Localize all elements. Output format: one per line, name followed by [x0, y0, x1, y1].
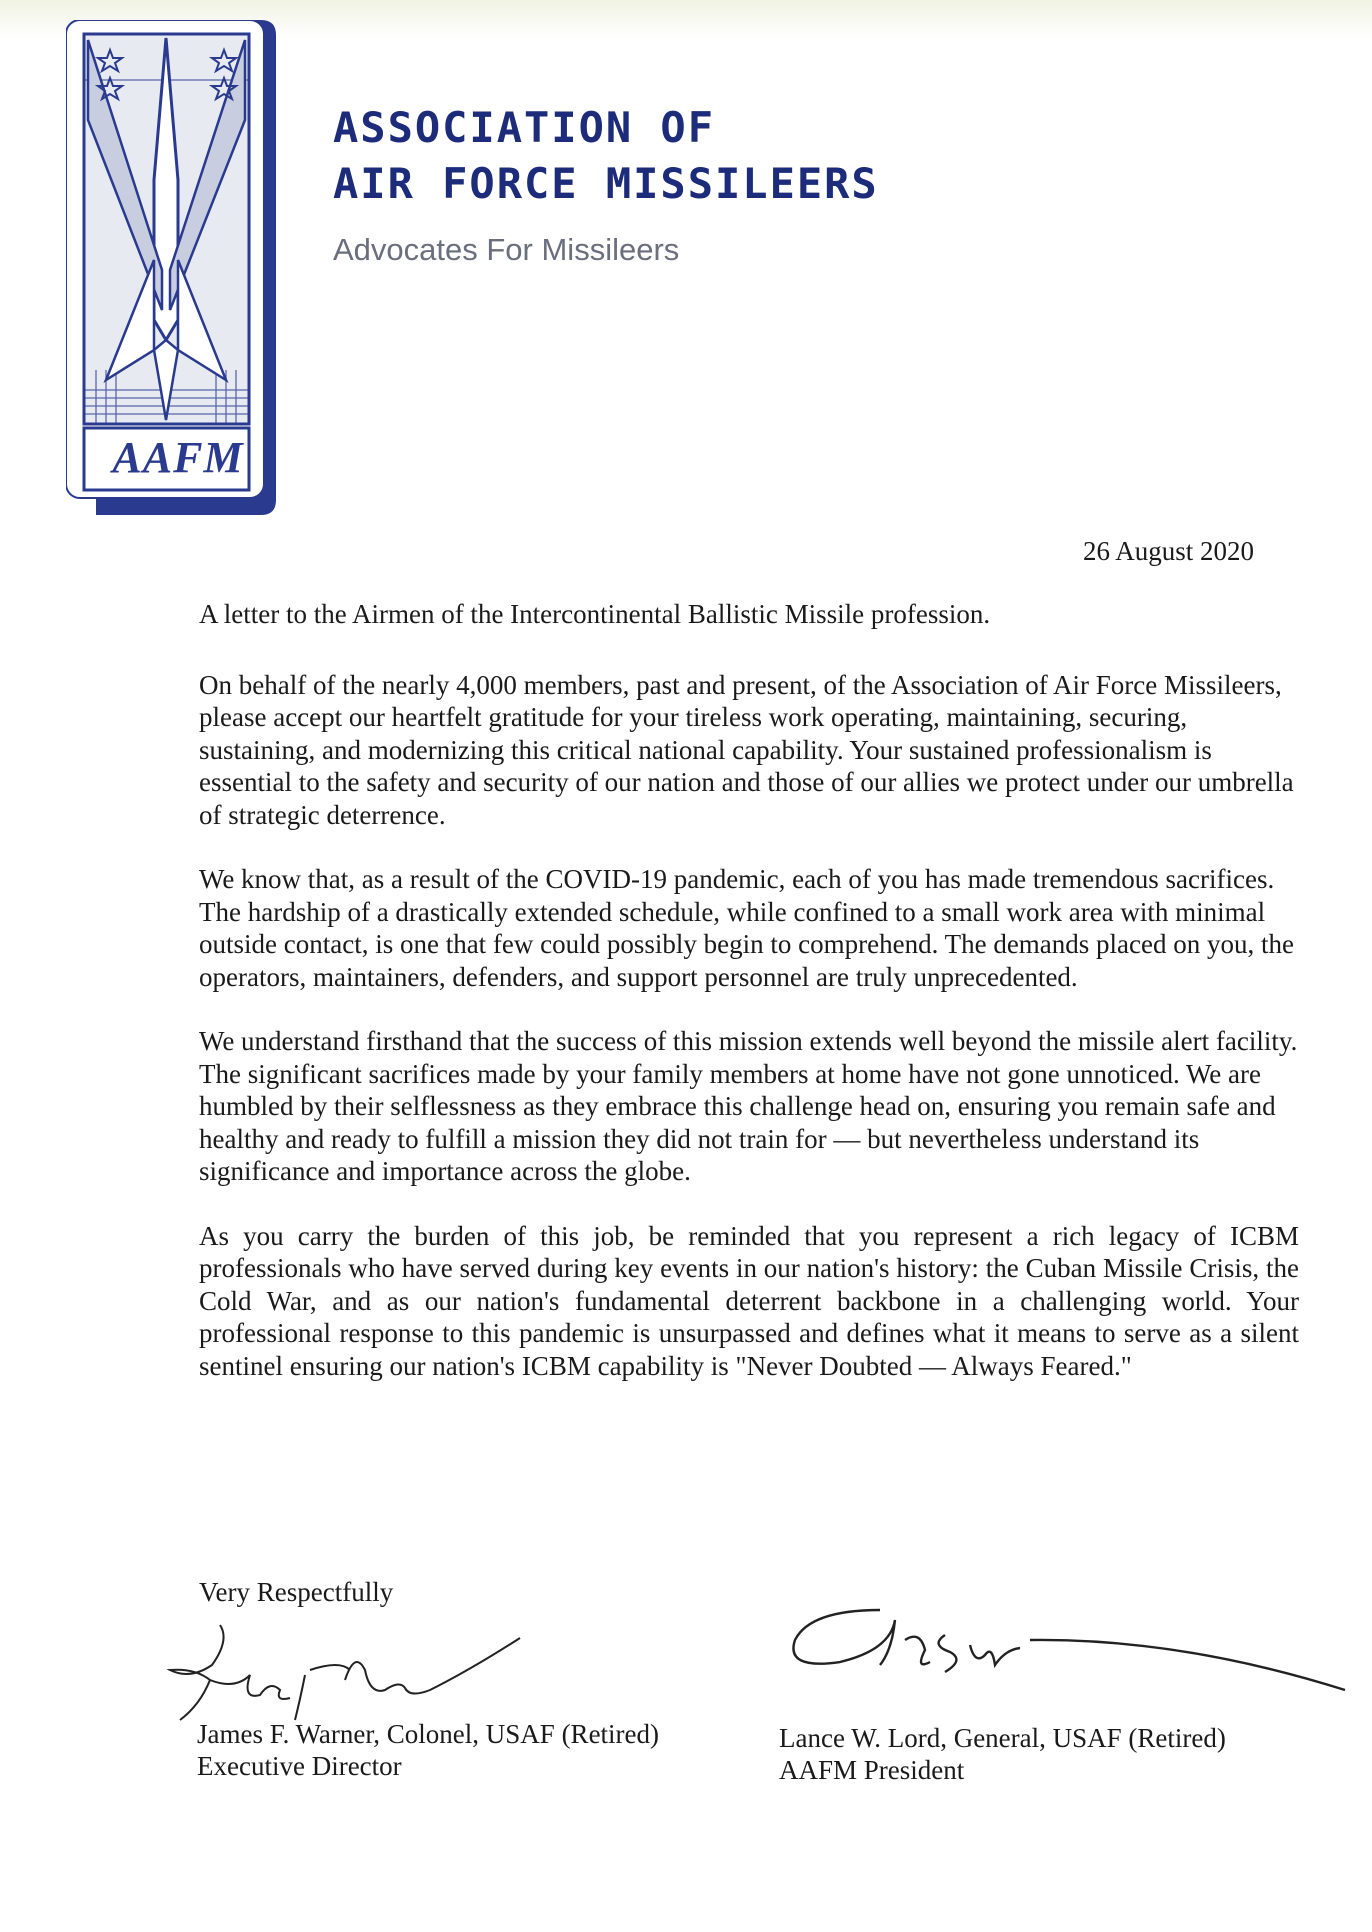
body-paragraph: On behalf of the nearly 4,000 members, past and present, of the Association of Air Force Missileers, please accept our heartfelt gratitude for your tireless work operating, maintaining, securing, sustaining, and modernizing this critical national capability. Your sustained professionalism is essential to the safety and security of our nation and those of our allies we protect under our umbrella of strategic deterrence.: [199, 669, 1294, 830]
signatory-lord: [779, 1722, 1226, 1786]
lord-signature-image: [780, 1590, 1350, 1720]
organization-name: [333, 100, 879, 212]
signatory-name: Lance W. Lord, General, USAF (Retired): [779, 1723, 1226, 1753]
signatory-name: James F. Warner, Colonel, USAF (Retired): [197, 1719, 660, 1749]
body-paragraph: As you carry the burden of this job, be reminded that you represent a rich legacy of ICBM professionals who have served during key events in our nation's history: the Cuban Missile Crisis, the Cold War, and as our nation's fundamental deterrent backbone in a challenging world. Your professional response to this pandemic is unsurpassed and defines what it means to serve as a silent sentinel ensuring our nation's ICBM capability is "Never Doubted — Always Feared.": [199, 1220, 1299, 1381]
org-name-line-2: AIR FORCE MISSILEERS: [333, 159, 879, 208]
letter-body: [199, 598, 1299, 1414]
logo-wordmark: AAFM: [112, 433, 244, 482]
closing-salutation: Very Respectfully: [199, 1577, 394, 1607]
body-paragraph: We know that, as a result of the COVID-19 pandemic, each of you has made tremendous sacrifices. The hardship of a drastically extended schedule, while confined to a small work area with minimal outside contact, is one that few could possibly begin to comprehend. The demands placed on you, the operators, maintainers, defenders, and support personnel are truly unprecedented.: [199, 864, 1294, 992]
letter-intro: A letter to the Airmen of the Intercontinental Ballistic Missile profession.: [199, 599, 991, 629]
letter-date: 26 August 2020: [1082, 536, 1254, 566]
body-paragraph: We understand firsthand that the success of this mission extends well beyond the missile alert facility. The significant sacrifices made by your family members at home have not gone unnoticed. We are humbled by their selflessness as they embrace this challenge head on, ensuring you remain safe and healthy and ready to fulfill a mission they did not train for — but nevertheless understand its significance and importance across the globe.: [199, 1026, 1298, 1186]
signatory-role: AAFM President: [779, 1755, 965, 1785]
tagline: Advocates For Missileers: [333, 232, 680, 267]
org-name-line-1: ASSOCIATION OF: [333, 103, 716, 152]
signatory-warner: [197, 1718, 659, 1782]
signatory-role: Executive Director: [197, 1751, 402, 1781]
aafm-logo: [66, 20, 291, 515]
